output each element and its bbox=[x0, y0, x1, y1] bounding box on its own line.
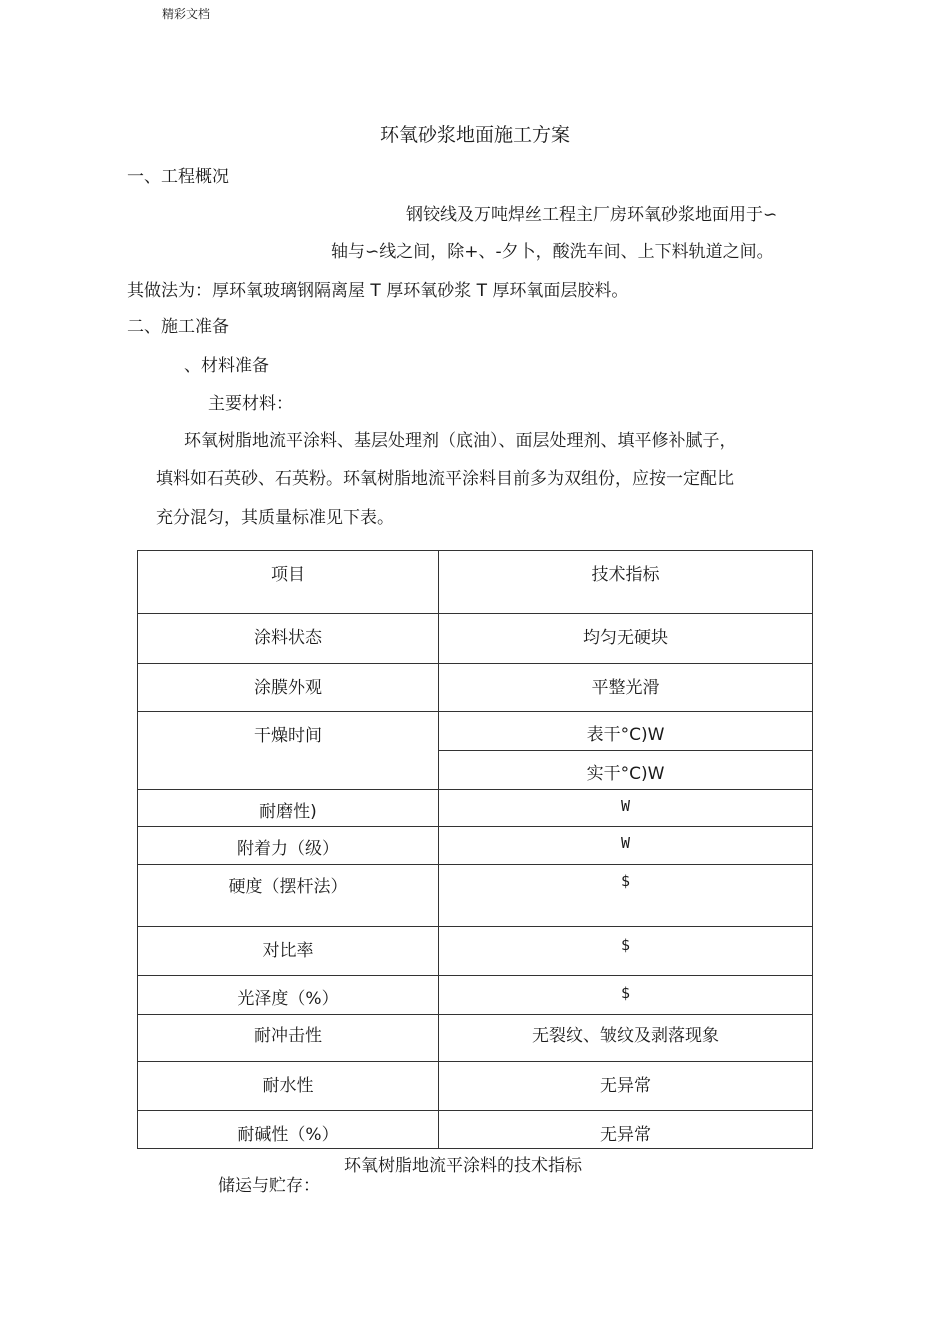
table-row bbox=[138, 976, 813, 1015]
row-spec-cell: $ bbox=[439, 927, 813, 976]
document-title: 环氧砂浆地面施工方案 bbox=[379, 124, 570, 146]
section-2-heading: 二、施工准备 bbox=[127, 317, 229, 337]
section-1-heading: 一、工程概况 bbox=[127, 167, 229, 187]
row-spec-cell: 无异常 bbox=[439, 1111, 813, 1149]
table-row bbox=[138, 1015, 813, 1062]
row-spec-cell: 无异常 bbox=[439, 1062, 813, 1111]
table-caption: 环氧树脂地流平涂料的技术指标 bbox=[344, 1156, 582, 1176]
row-spec-cell: 平整光滑 bbox=[439, 664, 813, 712]
section-1-paragraph-line-2: 轴与∽线之间，除+、-夕卜，酸洗车间、上下料轨道之间。 bbox=[331, 242, 774, 262]
storage-label: 储运与贮存： bbox=[218, 1176, 320, 1196]
row-spec-cell: W bbox=[439, 790, 813, 827]
table-row bbox=[138, 827, 813, 865]
section-1-paragraph-line-1: 钢铰线及万吨焊丝工程主厂房环氧砂浆地面用于∽ bbox=[406, 205, 778, 225]
header-item-cell: 项目 bbox=[138, 551, 439, 614]
main-materials-label: 主要材料： bbox=[208, 394, 293, 414]
row-spec-cell: 表干°C)W bbox=[439, 712, 813, 751]
materials-paragraph-line-2: 填料如石英砂、石英粉。环氧树脂地流平涂料目前多为双组份，应按一定配比 bbox=[156, 469, 734, 489]
section-1-paragraph-line-3: 其做法为：厚环氧玻璃钢隔离屋 T 厚环氧砂浆 T 厚环氧面层胶料。 bbox=[127, 281, 629, 301]
table-row bbox=[138, 865, 813, 927]
table-row bbox=[138, 1062, 813, 1111]
row-spec-cell: 无裂纹、皱纹及剥落现象 bbox=[439, 1015, 813, 1062]
row-item-cell: 耐磨性) bbox=[138, 790, 439, 827]
table-row bbox=[138, 927, 813, 976]
header-note: 精彩文档 bbox=[162, 7, 211, 21]
table-row bbox=[138, 1111, 813, 1149]
row-item-cell: 耐碱性（%） bbox=[138, 1111, 439, 1149]
row-spec-cell: $ bbox=[439, 976, 813, 1015]
header-spec-cell: 技术指标 bbox=[439, 551, 813, 614]
table-row bbox=[138, 614, 813, 664]
table-row bbox=[138, 664, 813, 712]
table-row bbox=[138, 712, 813, 751]
row-item-cell: 涂膜外观 bbox=[138, 664, 439, 712]
table-header-row bbox=[138, 551, 813, 614]
row-item-cell: 附着力（级） bbox=[138, 827, 439, 865]
row-item-cell: 耐水性 bbox=[138, 1062, 439, 1111]
row-spec-cell: $ bbox=[439, 865, 813, 927]
row-spec-cell: 实干°C)W bbox=[439, 751, 813, 790]
materials-paragraph-line-1: 环氧树脂地流平涂料、基层处理剂（底油）、面层处理剂、填平修补腻子， bbox=[184, 431, 737, 451]
table-row bbox=[138, 790, 813, 827]
materials-subheading: 、材料准备 bbox=[184, 356, 269, 376]
row-item-cell: 对比率 bbox=[138, 927, 439, 976]
row-item-cell: 耐冲击性 bbox=[138, 1015, 439, 1062]
row-item-cell: 光泽度（%） bbox=[138, 976, 439, 1015]
spec-table bbox=[137, 550, 813, 1149]
row-item-cell: 涂料状态 bbox=[138, 614, 439, 664]
row-spec-cell: W bbox=[439, 827, 813, 865]
materials-paragraph-line-3: 充分混匀，其质量标准见下表。 bbox=[156, 508, 394, 528]
row-item-cell: 干燥时间 bbox=[138, 712, 439, 790]
row-item-cell: 硬度（摆杆法） bbox=[138, 865, 439, 927]
row-spec-cell: 均匀无硬块 bbox=[439, 614, 813, 664]
